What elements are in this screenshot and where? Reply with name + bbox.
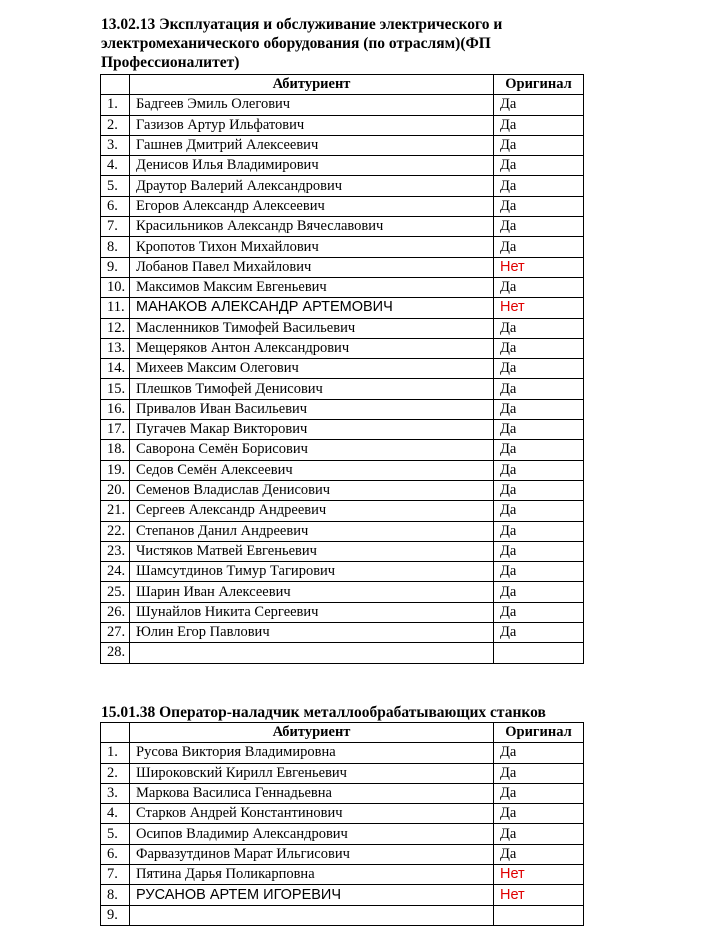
row-number: 6. (101, 844, 130, 864)
applicant-name: Газизов Артур Ильфатович (130, 115, 494, 135)
applicant-name: Масленников Тимофей Васильевич (130, 318, 494, 338)
table-row (101, 359, 584, 379)
table-row (101, 480, 584, 500)
applicant-name: Сергеев Александр Андреевич (130, 501, 494, 521)
original-status: Да (494, 338, 584, 358)
row-number: 5. (101, 176, 130, 196)
table-row (101, 844, 584, 864)
table-row (101, 237, 584, 257)
row-number: 23. (101, 541, 130, 561)
original-status: Да (494, 480, 584, 500)
table-row (101, 501, 584, 521)
applicants-table (100, 74, 584, 664)
applicant-name: Шарин Иван Алексеевич (130, 582, 494, 602)
row-number: 8. (101, 237, 130, 257)
header-original: Оригинал (494, 75, 584, 95)
original-status: Да (494, 460, 584, 480)
applicant-name: Михеев Максим Олегович (130, 359, 494, 379)
row-number: 27. (101, 623, 130, 643)
row-number: 14. (101, 359, 130, 379)
table-row (101, 277, 584, 297)
applicant-name: Шунайлов Никита Сергеевич (130, 602, 494, 622)
applicant-name: Седов Семён Алексеевич (130, 460, 494, 480)
row-number: 4. (101, 156, 130, 176)
table-row (101, 440, 584, 460)
applicant-name: РУСАНОВ АРТЕМ ИГОРЕВИЧ (130, 885, 494, 905)
applicants-table (100, 722, 584, 926)
section-title: 13.02.13 Эксплуатация и обслуживание электрического и электромеханического оборудования (по отраслям)(ФП Профессионалитет) (101, 16, 503, 71)
original-status: Да (494, 156, 584, 176)
row-number: 10. (101, 277, 130, 297)
row-number: 9. (101, 257, 130, 277)
table-row (101, 783, 584, 803)
original-status: Да (494, 541, 584, 561)
header-num (101, 723, 130, 743)
applicant-name: Гашнев Дмитрий Алексеевич (130, 135, 494, 155)
table-row (101, 318, 584, 338)
table-header-row (101, 75, 584, 95)
original-status: Да (494, 501, 584, 521)
table-row (101, 95, 584, 115)
row-number: 17. (101, 420, 130, 440)
table-body (101, 95, 584, 663)
original-status: Нет (494, 885, 584, 905)
row-number: 9. (101, 905, 130, 925)
original-status: Да (494, 743, 584, 763)
row-number: 7. (101, 865, 130, 885)
row-number: 28. (101, 643, 130, 663)
original-status: Да (494, 95, 584, 115)
applicant-name: Русова Виктория Владимировна (130, 743, 494, 763)
table-row (101, 257, 584, 277)
row-number: 5. (101, 824, 130, 844)
row-number: 26. (101, 602, 130, 622)
table-row (101, 905, 584, 925)
original-status: Да (494, 135, 584, 155)
applicant-name: Красильников Александр Вячеславович (130, 217, 494, 237)
applicant-name: МАНАКОВ АЛЕКСАНДР АРТЕМОВИЧ (130, 298, 494, 318)
applicant-name: Пятина Дарья Поликарповна (130, 865, 494, 885)
applicant-name: Чистяков Матвей Евгеньевич (130, 541, 494, 561)
original-status: Да (494, 582, 584, 602)
table-row (101, 541, 584, 561)
table-row (101, 521, 584, 541)
applicant-name: Степанов Данил Андреевич (130, 521, 494, 541)
table-row (101, 824, 584, 844)
row-number: 20. (101, 480, 130, 500)
table-row (101, 804, 584, 824)
original-status: Да (494, 602, 584, 622)
table-row (101, 602, 584, 622)
original-status: Да (494, 196, 584, 216)
table-row (101, 763, 584, 783)
applicant-name: Шамсутдинов Тимур Тагирович (130, 562, 494, 582)
applicant-name: Плешков Тимофей Денисович (130, 379, 494, 399)
table-row (101, 460, 584, 480)
original-status: Да (494, 217, 584, 237)
row-number: 2. (101, 763, 130, 783)
original-status: Нет (494, 298, 584, 318)
applicant-name: Привалов Иван Васильевич (130, 399, 494, 419)
table-row (101, 379, 584, 399)
applicant-name: Пугачев Макар Викторович (130, 420, 494, 440)
table-row (101, 115, 584, 135)
row-number: 16. (101, 399, 130, 419)
table-row (101, 885, 584, 905)
original-status: Да (494, 763, 584, 783)
table-row (101, 582, 584, 602)
applicant-name: Старков Андрей Константинович (130, 804, 494, 824)
applicant-name: Кропотов Тихон Михайлович (130, 237, 494, 257)
applicant-name: Юлин Егор Павлович (130, 623, 494, 643)
header-original: Оригинал (494, 723, 584, 743)
table-row (101, 217, 584, 237)
table-row (101, 298, 584, 318)
row-number: 1. (101, 95, 130, 115)
original-status: Да (494, 783, 584, 803)
row-number: 12. (101, 318, 130, 338)
row-number: 11. (101, 298, 130, 318)
row-number: 25. (101, 582, 130, 602)
row-number: 15. (101, 379, 130, 399)
table-row (101, 420, 584, 440)
table-body (101, 743, 584, 926)
original-status: Да (494, 379, 584, 399)
applicant-name: Саворона Семён Борисович (130, 440, 494, 460)
original-status: Да (494, 420, 584, 440)
applicant-name: Бадгеев Эмиль Олегович (130, 95, 494, 115)
applicant-name (130, 643, 494, 663)
applicant-name: Драутор Валерий Александрович (130, 176, 494, 196)
row-number: 21. (101, 501, 130, 521)
header-applicant: Абитуриент (130, 723, 494, 743)
table-row (101, 562, 584, 582)
original-status: Да (494, 318, 584, 338)
table-row (101, 399, 584, 419)
original-status: Да (494, 176, 584, 196)
row-number: 4. (101, 804, 130, 824)
row-number: 7. (101, 217, 130, 237)
original-status: Да (494, 844, 584, 864)
applicant-name: Маркова Василиса Геннадьевна (130, 783, 494, 803)
original-status: Да (494, 115, 584, 135)
original-status: Нет (494, 257, 584, 277)
section-title: 15.01.38 Оператор-наладчик металлообрабатывающих станков (101, 704, 546, 721)
original-status: Да (494, 521, 584, 541)
row-number: 18. (101, 440, 130, 460)
original-status: Да (494, 399, 584, 419)
row-number: 24. (101, 562, 130, 582)
applicant-name: Широковский Кирилл Евгеньевич (130, 763, 494, 783)
header-applicant: Абитуриент (130, 75, 494, 95)
table-row (101, 196, 584, 216)
original-status: Да (494, 277, 584, 297)
table-row (101, 743, 584, 763)
original-status (494, 905, 584, 925)
table-row (101, 643, 584, 663)
table-header-row (101, 723, 584, 743)
original-status: Да (494, 359, 584, 379)
original-status: Да (494, 440, 584, 460)
row-number: 22. (101, 521, 130, 541)
original-status (494, 643, 584, 663)
table-row (101, 865, 584, 885)
original-status: Да (494, 824, 584, 844)
applicant-name: Фарвазутдинов Марат Ильгисович (130, 844, 494, 864)
applicant-name: Семенов Владислав Денисович (130, 480, 494, 500)
applicant-name: Максимов Максим Евгеньевич (130, 277, 494, 297)
row-number: 1. (101, 743, 130, 763)
original-status: Да (494, 804, 584, 824)
original-status: Да (494, 623, 584, 643)
row-number: 2. (101, 115, 130, 135)
applicant-name: Осипов Владимир Александрович (130, 824, 494, 844)
applicant-name: Мещеряков Антон Александрович (130, 338, 494, 358)
row-number: 6. (101, 196, 130, 216)
original-status: Да (494, 237, 584, 257)
original-status: Нет (494, 865, 584, 885)
table-row (101, 156, 584, 176)
row-number: 3. (101, 783, 130, 803)
applicant-name: Денисов Илья Владимирович (130, 156, 494, 176)
table-row (101, 176, 584, 196)
row-number: 19. (101, 460, 130, 480)
applicant-name: Лобанов Павел Михайлович (130, 257, 494, 277)
applicant-name: Егоров Александр Алексеевич (130, 196, 494, 216)
applicant-name (130, 905, 494, 925)
original-status: Да (494, 562, 584, 582)
row-number: 8. (101, 885, 130, 905)
table-row (101, 623, 584, 643)
table-row (101, 135, 584, 155)
row-number: 13. (101, 338, 130, 358)
row-number: 3. (101, 135, 130, 155)
header-num (101, 75, 130, 95)
table-row (101, 338, 584, 358)
